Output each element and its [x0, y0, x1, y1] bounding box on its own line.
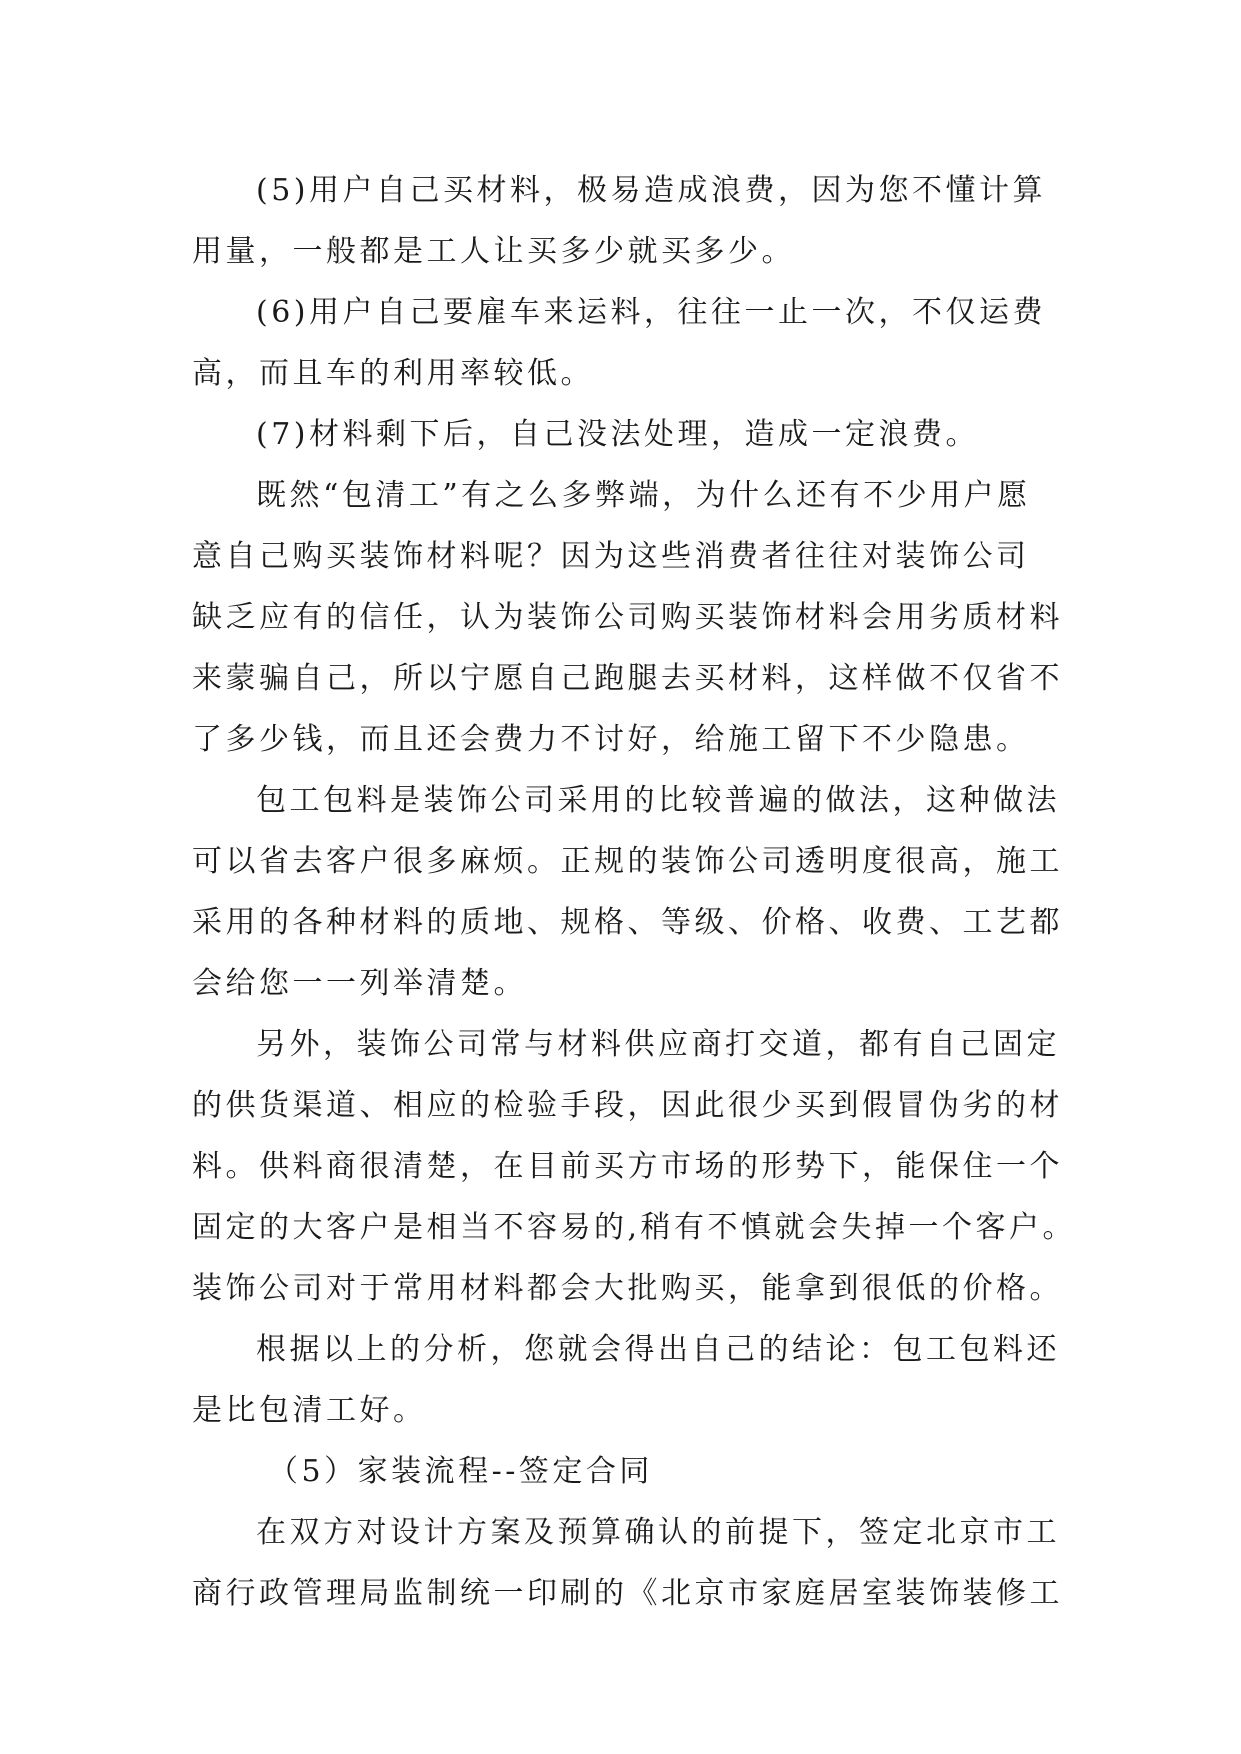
paragraph-line: 另外，装饰公司常与材料供应商打交道，都有自己固定	[256, 1027, 1060, 1062]
paragraph-line: 料。供料商很清楚，在目前买方市场的形势下，能保住一个	[192, 1149, 1063, 1184]
paragraph-line: 了多少钱，而且还会费力不讨好，给施工留下不少隐患。	[192, 722, 1030, 757]
paragraph-line: (6)用户自己要雇车来运料，往往一止一次，不仅运费	[256, 295, 1046, 330]
paragraph-line: 是比包清工好。	[192, 1393, 427, 1428]
paragraph-line: 在双方对设计方案及预算确认的前提下，签定北京市工	[256, 1515, 1060, 1550]
paragraph-line: 固定的大客户是相当不容易的,稍有不慎就会失掉一个客户。	[192, 1210, 1077, 1245]
paragraph-line: (7)材料剩下后，自己没法处理，造成一定浪费。	[256, 417, 979, 452]
paragraph-line: 可以省去客户很多麻烦。正规的装饰公司透明度很高，施工	[192, 844, 1063, 879]
paragraph-line: (5)用户自己买材料，极易造成浪费，因为您不懂计算	[256, 173, 1046, 208]
paragraph-line: 高，而且车的利用率较低。	[192, 356, 594, 391]
paragraph-line: 用量，一般都是工人让买多少就买多少。	[192, 234, 795, 269]
paragraph-line: 包工包料是装饰公司采用的比较普遍的做法，这种做法	[256, 783, 1060, 818]
paragraph-line: 来蒙骗自己，所以宁愿自己跑腿去买材料，这样做不仅省不	[192, 661, 1063, 696]
paragraph-line: 缺乏应有的信任，认为装饰公司购买装饰材料会用劣质材料	[192, 600, 1063, 635]
section-heading: （5）家装流程--签定合同	[268, 1454, 653, 1489]
paragraph-line: 商行政管理局监制统一印刷的《北京市家庭居室装饰装修工	[192, 1576, 1063, 1611]
paragraph-line: 根据以上的分析，您就会得出自己的结论：包工包料还	[256, 1332, 1060, 1367]
paragraph-line: 采用的各种材料的质地、规格、等级、价格、收费、工艺都	[192, 905, 1063, 940]
paragraph-line: 会给您一一列举清楚。	[192, 966, 527, 1001]
paragraph-line: 的供货渠道、相应的检验手段，因此很少买到假冒伪劣的材	[192, 1088, 1063, 1123]
body-text	[192, 160, 1077, 1624]
paragraph-line: 装饰公司对于常用材料都会大批购买，能拿到很低的价格。	[192, 1271, 1063, 1306]
paragraph-line: 既然“包清工”有之么多弊端，为什么还有不少用户愿	[256, 478, 1031, 513]
paragraph-line: 意自己购买装饰材料呢？因为这些消费者往往对装饰公司	[192, 539, 1030, 574]
